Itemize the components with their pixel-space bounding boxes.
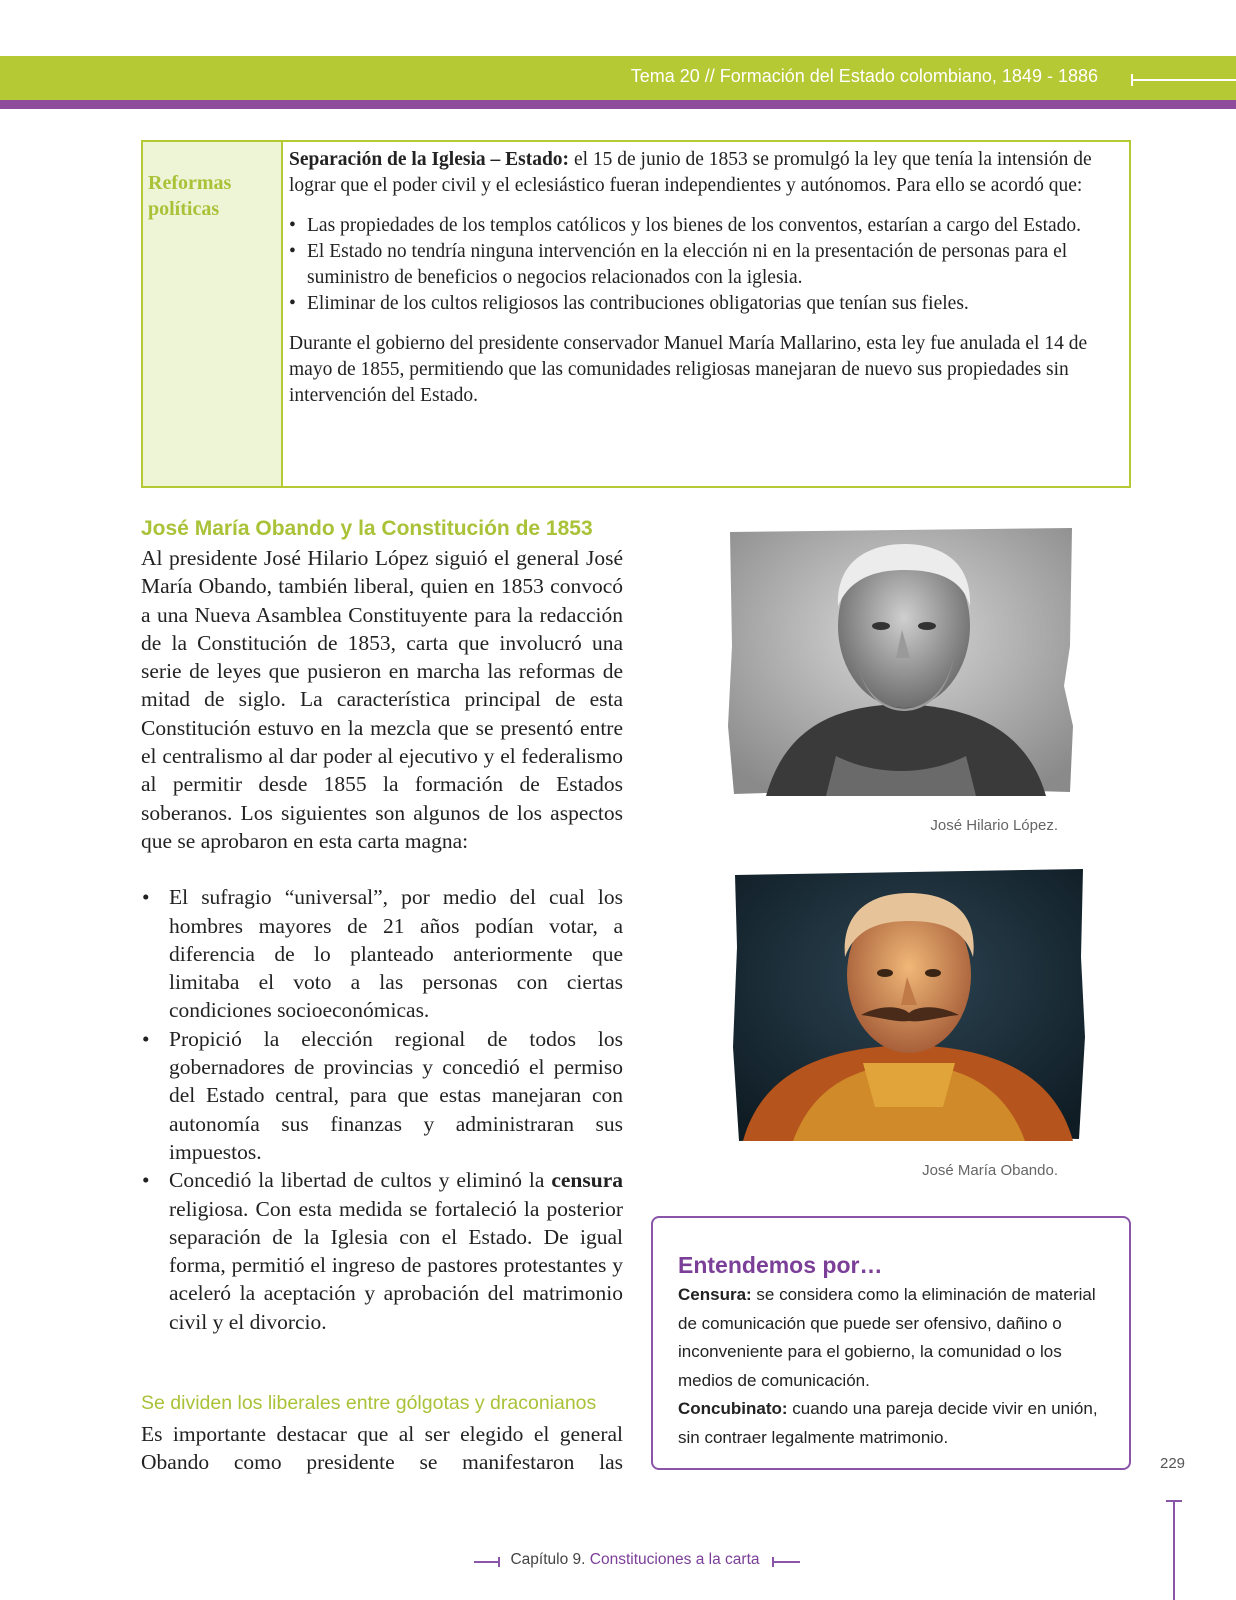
chapter-topic-title: Tema 20 // Formación del Estado colombiano, 1849 - 1886: [630, 66, 1098, 86]
table-heading: Separación de la Iglesia – Estado:: [289, 149, 570, 170]
subsection-paragraph: Es importante destacar que al ser elegido el general Obando como presidente se manifestaron las: [141, 1422, 623, 1475]
portrait-caption: José Hilario López.: [930, 817, 1058, 834]
constitution-aspects-list: [141, 883, 623, 1336]
term: Censura:: [678, 1285, 752, 1304]
highlighted-term-censura: censura: [551, 1168, 623, 1193]
list-item: • El Estado no tendría ninguna intervención en la elección ni en la presentación de personas para el suministro de beneficios o negocios relacionados con la iglesia.: [289, 239, 1121, 291]
bullet-text: religiosa. Con esta medida se fortaleció la posterior separación de la Iglesia con el Estado. De igual forma, permitió el ingreso de pastores protestantes y aceleró la aceptación y aprobación del matrimonio civil y el divorcio.: [169, 1196, 623, 1334]
list-item: • El sufragio “universal”, por medio del cual los hombres mayores de 21 años podían votar, a diferencia de lo planteado anteriormente que limitaba el voto a las personas con ciertas condiciones socioeconómicas.: [141, 883, 623, 1024]
table-intro-paragraph: [289, 147, 1121, 199]
page-number: 229: [1160, 1455, 1186, 1472]
header-stripe: [0, 100, 1236, 109]
subsection-title: Se dividen los liberales entre gólgotas y draconianos: [141, 1392, 597, 1414]
term: Concubinato:: [678, 1399, 788, 1418]
table-intro-text: el 15 de junio de 1853 se promulgó la ley que tenía la intensión de lograr que el poder civil y el eclesiástico fueran independientes y autónomos. Para ello se acordó que:: [289, 149, 1092, 196]
list-item: • Las propiedades de los templos católicos y los bienes de los conventos, estarían a cargo del Estado.: [289, 213, 1121, 239]
definitions-body: [678, 1281, 1114, 1452]
list-item: • Propició la elección regional de todos los gobernadores de provincias y concedió el permiso del Estado central, para que estas manejaran con autonomía sus finanzas y administraran sus impuestos.: [141, 1025, 623, 1166]
footer: [470, 1551, 800, 1569]
reforms-row-label: Reformas políticas: [148, 172, 232, 220]
definitions-title: Entendemos por…: [678, 1252, 883, 1278]
definition-text: cuando una pareja decide vivir en unión, sin contraer legalmente matrimonio.: [678, 1399, 1098, 1447]
table-bullet-list: [289, 213, 1121, 317]
definition-text: se considera como la eliminación de material de comunicación que puede ser ofensivo, dañino o inconveniente para el gobierno, la comunidad o los medios de comunicación.: [678, 1285, 1096, 1390]
body-paragraph: Al presidente José Hilario López siguió el general José María Obando, también liberal, quien en 1853 convocó a una Nueva Asamblea Constituyente para la redacción de la Constitución de 1853, carta que involucró una serie de leyes que pusieron en marcha las reformas de mitad de siglo. La característica principal de esta Constitución estuvo en la mezcla que se presentó entre el centralismo al dar poder al ejecutivo y el federalismo al permitir desde 1855 la formación de Estados soberanos. Los siguientes son algunos de los aspectos que se aprobaron en esta carta magna:: [141, 546, 623, 853]
footer-subtitle: Constituciones a la carta: [589, 1551, 760, 1568]
side-rule: [1173, 1500, 1175, 1600]
header-rule: [1131, 79, 1236, 81]
table-closing-paragraph: Durante el gobierno del presidente conservador Manuel María Mallarino, esta ley fue anulada el 14 de mayo de 1855, permitiendo que las comunidades religiosas manejaran de nuevo sus propiedades sin intervención del Estado.: [289, 333, 1088, 406]
footer-chapter: Capítulo 9.: [510, 1551, 586, 1568]
definition-censura: [678, 1281, 1114, 1395]
portrait-photo: [726, 526, 1076, 796]
section-title: José María Obando y la Constitución de 1853: [141, 517, 593, 540]
portrait-jose-maria-obando: [733, 867, 1085, 1141]
bullet-text: Concedió la libertad de cultos y eliminó la: [169, 1168, 552, 1193]
portrait-jose-hilario-lopez: [726, 526, 1076, 796]
reforms-table-content: [289, 147, 1121, 409]
definition-concubinato: [678, 1395, 1114, 1452]
portrait-painting: [733, 867, 1085, 1141]
list-item: [141, 1166, 623, 1336]
list-item: • Eliminar de los cultos religiosos las contribuciones obligatorias que tenían sus fieles.: [289, 291, 1121, 317]
portrait-caption: José María Obando.: [922, 1162, 1058, 1179]
section-body: [141, 544, 623, 1336]
